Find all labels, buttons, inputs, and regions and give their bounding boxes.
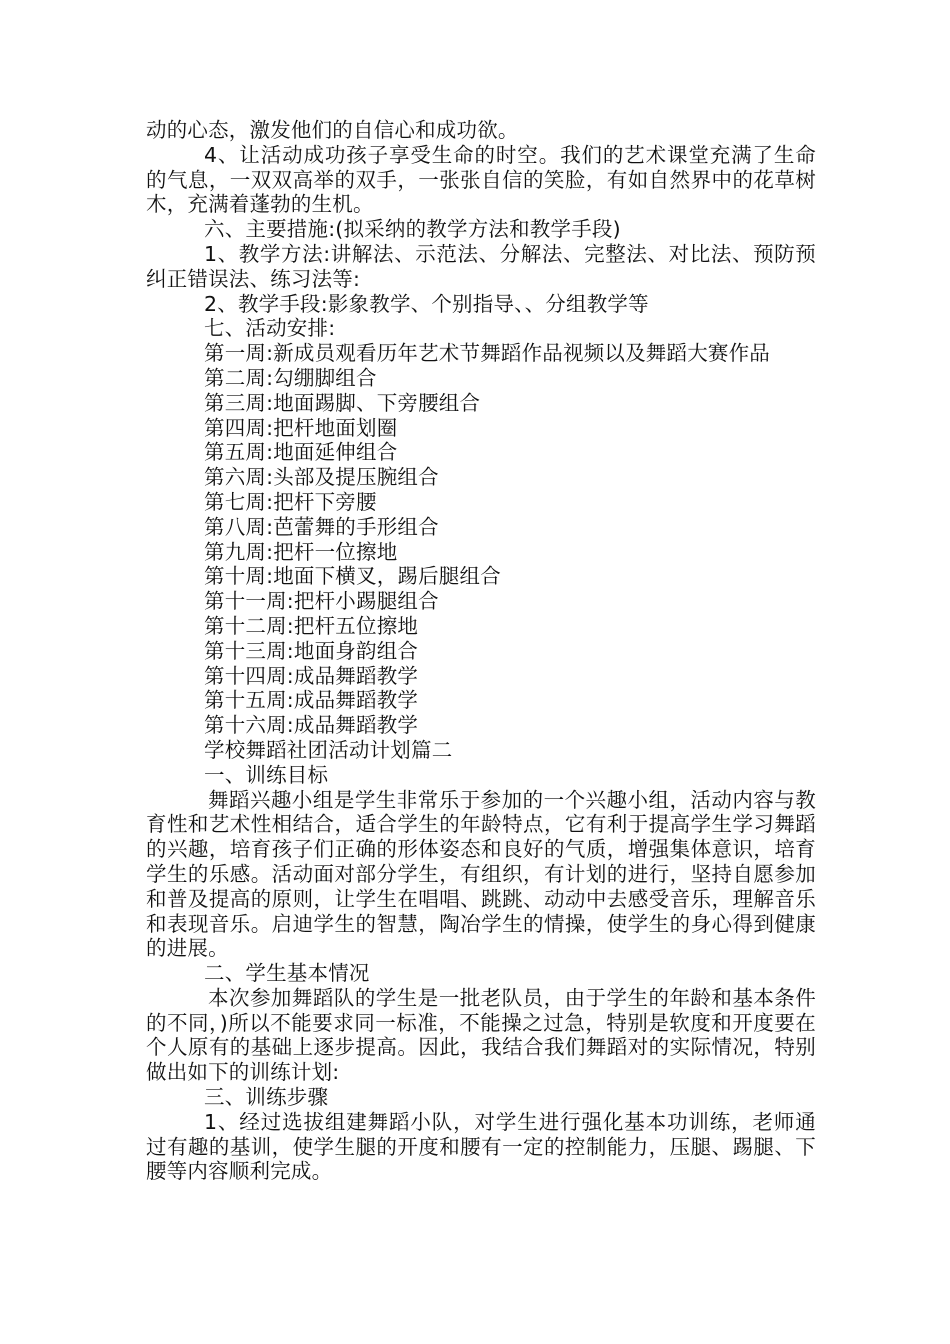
document-body: [146, 118, 816, 1184]
schedule-week-7: 第七周:把杆下旁腰: [204, 489, 377, 514]
schedule-week-6: 第六周:头部及提压腕组合: [204, 465, 439, 490]
section-heading-students: 二、学生基本情况: [204, 961, 370, 986]
paragraph-continuation: 动的心态，激发他们的自信心和成功欲。: [146, 118, 519, 142]
section-heading-measures: 六、主要措施:(拟采纳的教学方法和教学手段): [204, 217, 621, 242]
paragraph-goals: 舞蹈兴趣小组是学生非常乐于参加的一个兴趣小组，活动内容与教育性和艺术性相结合，适合学生的年龄特点，它有利于提高学生学习舞蹈的兴趣，培育孩子们正确的形体姿态和良好的气质，增强集体意识，培育学生的乐感。活动面对部分学生，有组织，有计划的进行，坚持自愿参加和普及提高的原则，让学生在唱唱、跳跳、动动中去感受音乐，理解音乐和表现音乐。启迪学生的智慧，陶冶学生的情操，使学生的身心得到健康的进展。: [146, 787, 816, 961]
paragraph-step-1: 1、经过选拔组建舞蹈小队，对学生进行强化基本功训练，老师通过有趣的基训，使学生腿的开度和腰有一定的控制能力，压腿、踢腿、下腰等内容顺利完成。: [146, 1109, 816, 1184]
schedule-week-15: 第十五周:成品舞蹈教学: [204, 688, 419, 713]
schedule-week-16: 第十六周:成品舞蹈教学: [204, 713, 419, 738]
schedule-week-13: 第十三周:地面身韵组合: [204, 638, 419, 663]
schedule-week-14: 第十四周:成品舞蹈教学: [204, 663, 419, 688]
paragraph-item-4: 4、让活动成功孩子享受生命的时空。我们的艺术课堂充满了生命的气息，一双双高举的双手，一张张自信的笑脸，有如自然界中的花草树木，充满着蓬勃的生机。: [146, 142, 816, 217]
section-heading-steps: 三、训练步骤: [204, 1085, 329, 1110]
schedule-week-12: 第十二周:把杆五位擦地: [204, 613, 419, 638]
paragraph-teaching-means: 2、教学手段:影象教学、个别指导、、分组教学等: [204, 291, 649, 316]
schedule-week-2: 第二周:勾绷脚组合: [204, 365, 377, 390]
schedule-week-11: 第十一周:把杆小踢腿组合: [204, 589, 439, 614]
schedule-week-3: 第三周:地面踢脚、下旁腰组合: [204, 390, 481, 415]
paragraph-teaching-methods: 1、教学方法:讲解法、示范法、分解法、完整法、对比法、预防预纠正错误法、练习法等:: [146, 241, 816, 291]
document-subtitle: 学校舞蹈社团活动计划篇二: [204, 737, 453, 762]
section-heading-schedule: 七、活动安排:: [204, 316, 336, 341]
schedule-week-10: 第十周:地面下横叉，踢后腿组合: [204, 564, 501, 589]
schedule-week-8: 第八周:芭蕾舞的手形组合: [204, 514, 439, 539]
section-heading-goals: 一、训练目标: [204, 762, 329, 787]
schedule-week-1: 第一周:新成员观看历年艺术节舞蹈作品视频以及舞蹈大赛作品: [204, 341, 771, 366]
paragraph-students: 本次参加舞蹈队的学生是一批老队员，由于学生的年龄和基本条件的不同，)所以不能要求同一标准，不能操之过急，特别是软度和开度要在个人原有的基础上逐步提高。因此，我结合我们舞蹈对的实际情况，特别做出如下的训练计划:: [146, 985, 816, 1085]
schedule-week-5: 第五周:地面延伸组合: [204, 440, 398, 465]
schedule-week-9: 第九周:把杆一位擦地: [204, 539, 398, 564]
schedule-week-4: 第四周:把杆地面划圈: [204, 415, 398, 440]
